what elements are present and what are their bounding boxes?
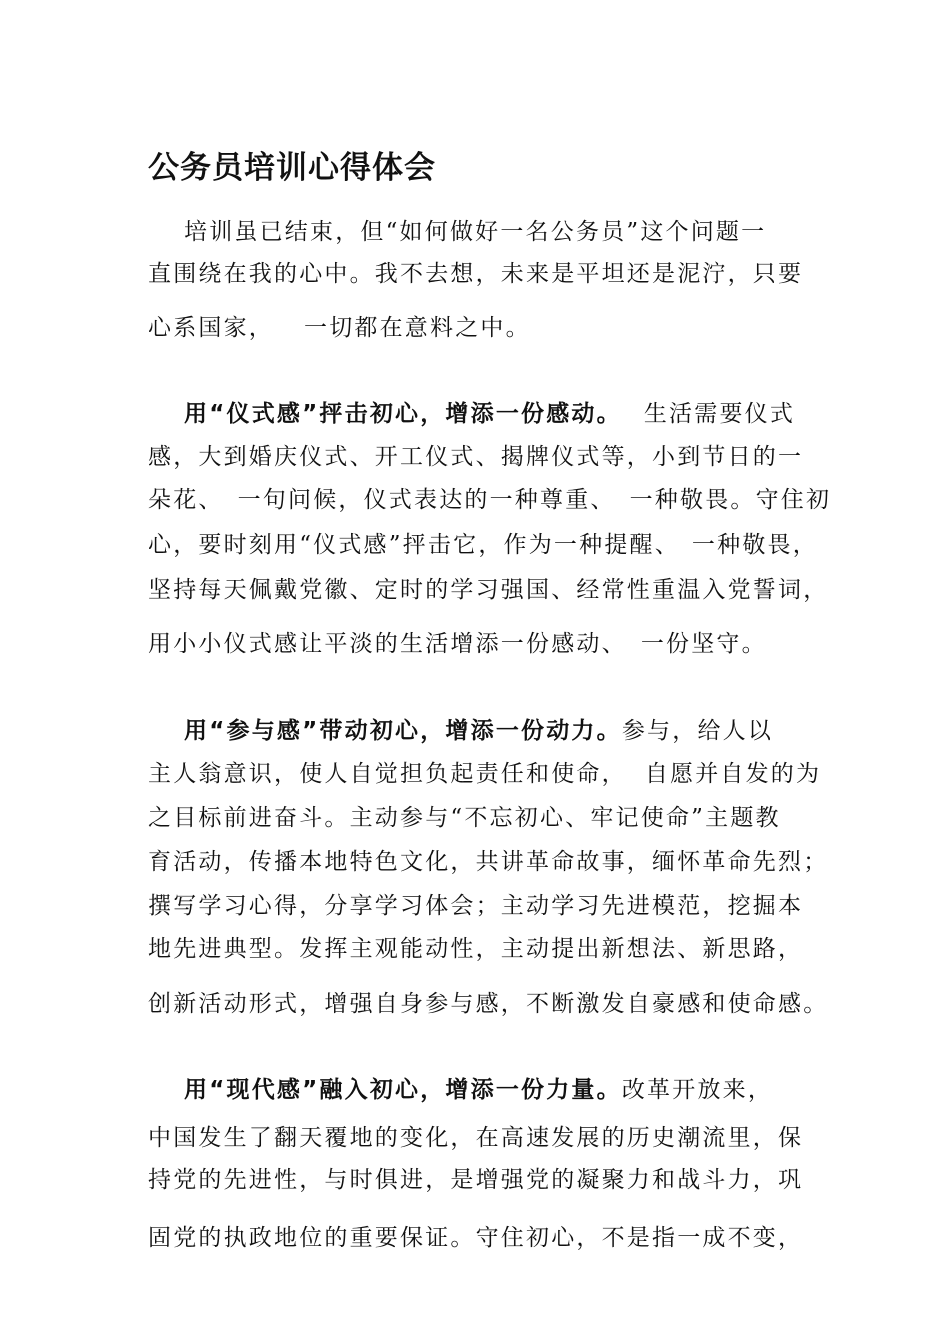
section1-lead: 用“仪式感”抨击初心，增添一份感动。 xyxy=(184,401,622,427)
section1-text: 用小小仪式感让平淡的生活增添一份感动、 xyxy=(148,631,627,657)
section2-line: 地先进典型。发挥主观能动性，主动提出新想法、新思路， xyxy=(148,936,804,962)
section2-line: 创新活动形式，增强自身参与感，不断激发自豪感和使命感。 xyxy=(148,991,829,1017)
section1-line: 感，大到婚庆仪式、开工仪式、揭牌仪式等，小到节日的一 xyxy=(148,444,804,470)
section2-line: 撰写学习心得，分享学习体会；主动学习先进模范，挖掘本 xyxy=(148,893,804,919)
intro-text: 一切都在意料之中。 xyxy=(304,315,531,341)
section1-text: 生活需要仪式 xyxy=(643,401,796,427)
section2-text: 参与，给人以 xyxy=(621,718,774,744)
intro-text: 心系国家， xyxy=(148,315,274,341)
section3-line: 固党的执政地位的重要保证。守住初心，不是指一成不变， xyxy=(148,1225,804,1251)
section2-line: 之目标前进奋斗。主动参与“不忘初心、牢记使命”主题教 xyxy=(148,805,781,831)
section1-text: 一种敬畏， xyxy=(691,532,818,558)
section2-line xyxy=(148,758,822,790)
section3-text: 改革开放来， xyxy=(621,1077,774,1103)
section1-text: 一句问候，仪式表达的一种尊重、 xyxy=(237,487,616,513)
section2-heading-line xyxy=(184,715,844,747)
section1-text: 一种敬畏。守住初 xyxy=(629,487,832,513)
section1-line xyxy=(148,529,818,561)
section3-line: 中国发生了翻天覆地的变化，在高速发展的历史潮流里，保 xyxy=(148,1125,804,1151)
section1-heading-line xyxy=(184,398,844,430)
section1-line: 坚持每天佩戴党徽、定时的学习强国、经常性重温入党誓词， xyxy=(148,577,829,603)
section3-heading-line xyxy=(184,1074,844,1106)
intro-line: 培训虽已结束，但“如何做好一名公务员”这个问题一 xyxy=(184,219,767,245)
document-title: 公务员培训心得体会 xyxy=(148,150,436,186)
section1-text: 一份坚守。 xyxy=(640,631,767,657)
section3-lead: 用“现代感”融入初心，增添一份力量。 xyxy=(184,1077,622,1103)
section2-line: 育活动，传播本地特色文化，共讲革命故事，缅怀革命先烈； xyxy=(148,849,829,875)
section2-text: 主人翁意识，使人自觉担负起责任和使命， xyxy=(148,761,627,787)
section1-line xyxy=(148,628,808,660)
intro-line: 直围绕在我的心中。我不去想，未来是平坦还是泥泞，只要 xyxy=(148,261,804,287)
intro-line xyxy=(148,312,808,344)
section1-line xyxy=(148,484,832,516)
section1-text: 心，要时刻用“仪式感”抨击它，作为一种提醒、 xyxy=(148,532,680,558)
section2-lead: 用“参与感”带动初心，增添一份动力。 xyxy=(184,718,622,744)
section1-text: 朵花、 xyxy=(148,487,224,513)
section2-text: 自愿并自发的为 xyxy=(644,761,822,787)
section3-line: 持党的先进性，与时俱进，是增强党的凝聚力和战斗力，巩 xyxy=(148,1167,804,1193)
